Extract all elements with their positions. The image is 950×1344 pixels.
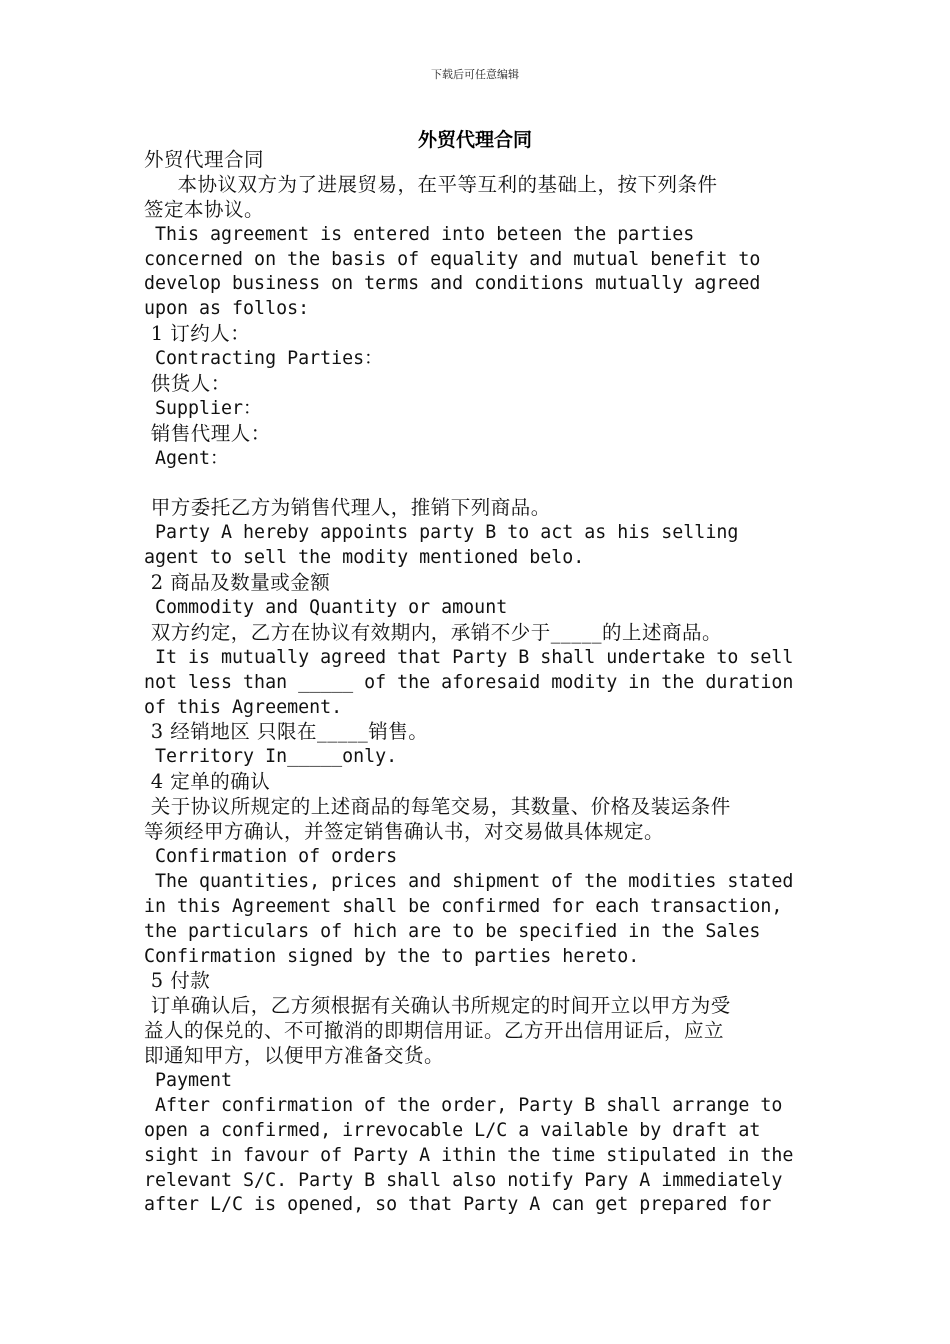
text-line: open a confirmed, irrevocable L/C a vailable by draft at — [144, 1119, 761, 1141]
text-line: 供货人： — [144, 372, 231, 396]
text-line: 益人的保兑的、不可撤消的即期信用证。乙方开出信用证后，应立 — [144, 1019, 725, 1043]
text-line: Supplier： — [144, 397, 262, 419]
text-line: Contracting Parties： — [144, 348, 383, 370]
text-line: This agreement is entered into beteen the parties — [144, 223, 695, 245]
text-line: 签定本协议。 — [144, 197, 265, 221]
text-line: After confirmation of the order, Party B shall arrange to — [144, 1094, 783, 1116]
text-line: agent to sell the modity mentioned belo. — [144, 547, 585, 569]
text-line: 甲方委托乙方为销售代理人，推销下列商品。 — [144, 496, 551, 520]
text-line: Confirmation of orders — [144, 845, 398, 867]
text-line: sight in favour of Party A ithin the time stipulated in the — [144, 1144, 794, 1166]
document-title: 外贸代理合同 — [417, 129, 532, 151]
text-line: 关于协议所规定的上述商品的每笔交易，其数量、价格及装运条件 — [144, 795, 731, 819]
text-line: 等须经甲方确认，并签定销售确认书，对交易做具体规定。 — [144, 820, 665, 844]
text-line: 5 付款 — [144, 969, 211, 993]
text-line: Confirmation signed by the to parties hereto. — [144, 945, 640, 967]
text-line: Party A hereby appoints party B to act as his selling — [144, 522, 739, 544]
text-line: 3 经销地区 只限在_____销售。 — [144, 720, 429, 744]
text-line: upon as follos: — [144, 298, 310, 320]
text-line: 订单确认后，乙方须根据有关确认书所规定的时间开立以甲方为受 — [144, 994, 731, 1018]
text-line: the particulars of hich are to be specified in the Sales — [144, 920, 761, 942]
text-line: 外贸代理合同 — [144, 148, 265, 171]
text-line: It is mutually agreed that Party B shall undertake to sell — [144, 646, 794, 668]
text-line: not less than _____ of the aforesaid modity in the duration — [144, 671, 794, 693]
text-line: Agent： — [144, 447, 229, 469]
text-line: concerned on the basis of equality and mutual benefit to — [144, 248, 761, 270]
document-body — [144, 148, 809, 1218]
text-line: The quantities, prices and shipment of the modities stated — [144, 870, 794, 892]
text-line — [144, 472, 809, 497]
text-line: develop business on terms and conditions mutually agreed — [144, 273, 761, 295]
text-line: 销售代理人： — [144, 421, 271, 445]
text-line: Commodity and Quantity or amount — [144, 597, 508, 619]
text-line: 4 定单的确认 — [144, 770, 271, 794]
text-line: relevant S/C. Party B shall also notify Pary A immediately — [144, 1169, 783, 1191]
text-line: 双方约定，乙方在协议有效期内，承销不少于_____的上述商品。 — [144, 620, 722, 644]
text-line: 本协议双方为了进展贸易，在平等互利的基础上，按下列条件 — [144, 172, 718, 196]
text-line: of this Agreement. — [144, 696, 343, 718]
text-line: 即通知甲方，以便甲方准备交货。 — [144, 1044, 445, 1068]
text-line: 1 订约人： — [144, 322, 251, 346]
header-note: 下载后可任意编辑 — [431, 68, 519, 81]
text-line: Payment — [144, 1069, 233, 1091]
text-line: 2 商品及数量或金额 — [144, 571, 331, 595]
text-line: in this Agreement shall be confirmed for each transaction, — [144, 895, 783, 917]
text-line: Territory In_____only. — [144, 746, 398, 768]
text-line: after L/C is opened, so that Party A can get prepared for — [144, 1194, 772, 1216]
